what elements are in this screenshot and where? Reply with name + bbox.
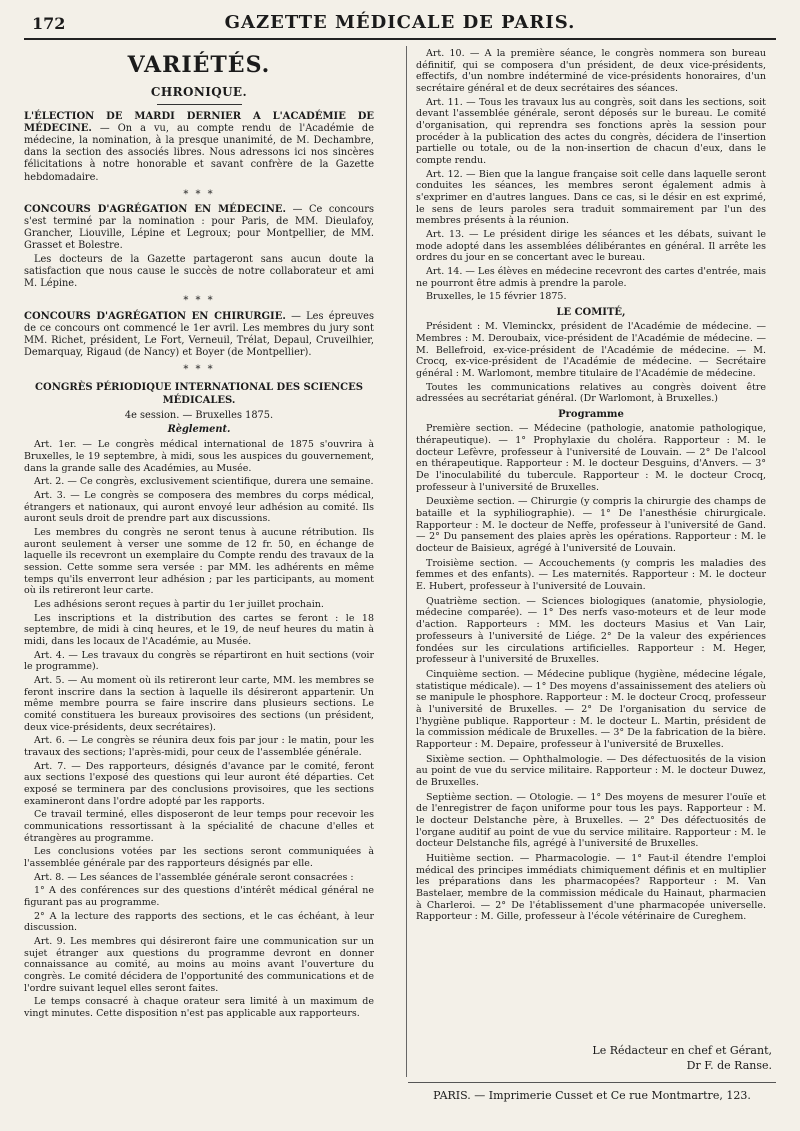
- separator-stars-3: * * *: [183, 364, 215, 376]
- page-header: [24, 8, 776, 40]
- article-14: Art. 14. — Les élèves en médecine recevront des cartes d'entrée, mais ne pourront être admis à prendre la parole.: [416, 266, 766, 289]
- article-2: Art. 2. — Ce congrès, exclusivement scientifique, durera une semaine.: [34, 476, 374, 488]
- programme-section-1: Première section. — Médecine (pathologie, anatomie pathologique, thérapeutique). — 1° Prophylaxie du choléra. Rapporteur : M. le docteur Lefèvre, professeur à l'université de Louvain. — 2° De l'alcool en thérapeutique. Rapporteur : M. le docteur Desguins, d'Anvers. — 3° De l'inoculabilité du tubercule. Rapporteur : M. le docteur Crocq, professeur à l'université de Bruxelles.: [416, 423, 766, 493]
- separator-stars-2: * * *: [183, 295, 215, 307]
- programme-section-4: Quatrième section. — Sciences biologiques (anatomie, physiologie, médecine comparée). — 1° Des nerfs vaso-moteurs et de leur mode d'action. Rapporteurs : MM. les docteurs Masius et Van Lair, professeurs à l'université de Liége. 2° De la valeur des expériences fondées sur les circulations artificielles. Rapporteur : M. Heger, professeur à l'université de Bruxelles.: [416, 595, 766, 666]
- signature-line-2: Dr F. de Ranse.: [686, 1058, 772, 1072]
- reglement-heading: Règlement.: [167, 424, 231, 436]
- article-1: Art. 1er. — Le congrès médical international de 1875 s'ouvrira à Bruxelles, le 19 septembre, à midi, sous les auspices du gouvernement, dans la grande salle des Académies, au Musée.: [24, 439, 374, 474]
- article-7: Art. 7. — Des rapporteurs, désignés d'avance par le comité, feront aux sections l'exposé des questions qui leur auront été départies. Cet exposé se terminera par des conclusions provisoires, que les sections examineront dans l'ordre adopté par les rapports.: [24, 760, 374, 807]
- election-text: — On a vu, au compte rendu de l'Académie de médecine, la nomination, à la presque unanimité, de M. Dechambre, dans la section des associés libres. Nous adressons ici nos sincères félicitations à notre honorable et savant confrère de la Gazette hebdomadaire.: [24, 123, 374, 183]
- programme-section-8: Huitième section. — Pharmacologie. — 1° Faut-il étendre l'emploi médical des principes immédiats chimiquement définis et en multiplier les préparations dans les pharmacopées? Rapporteur : M. Van Bastelaer, membre de la commission médicale du Hainaut, pharmacien à Charleroi. — 2° De l'établissement d'une pharmacopée universelle. Rapporteur : M. Gille, professeur à l'école vétérinaire de Cureghem.: [416, 852, 766, 923]
- session-line: 4e session. — Bruxelles 1875.: [124, 410, 274, 422]
- programme-section-7: Septième section. — Otologie. — 1° Des moyens de mesurer l'ouïe et de l'enregistrer de façon uniforme pour tous les pays. Rapporteur : M. le docteur Delstanche père, à Bruxelles. — 2° Des défectuosités de l'organe auditif au point de vue du service militaire. Rapporteur : M. le docteur Delstanche fils, agrégé à l'université de Bruxelles.: [416, 791, 766, 850]
- article-11: Art. 11. — Tous les travaux lus au congrès, soit dans les sections, soit devant l'assemblée générale, seront déposés sur le bureau. Le comité d'organisation, qui reprendra ses fonctions après la session pour procéder à la publication des actes du congrès, décidera de l'insertion partielle ou totale, ou de la non-insertion de chacun d'eux, dans le compte rendu.: [416, 96, 766, 167]
- programme-section-5: Cinquième section. — Médecine publique (hygiène, médecine légale, statistique médicale). — 1° Des moyens d'assainissement des ateliers où se manipule le phosphore. Rapporteur : M. le docteur Crocq, professeur à l'université de Bruxelles. — 2° De l'organisation du service de l'hygiène publique. Rapporteur : M. le docteur L. Martin, président de la commission médicale de Bruxelles. — 3° De la fabrication de la bière. Rapporteur : M. Depaire, professeur à l'université de Bruxelles.: [416, 668, 766, 750]
- concours-surgery-paragraph: [24, 311, 374, 359]
- article-10: Art. 10. — A la première séance, le congrès nommera son bureau définitif, qui se composera d'un président, de deux vice-présidents, effectifs, d'un nombre indéterminé de vice-présidents honoraires, d'un secrétaire général et de deux secrétaires des séances.: [416, 48, 766, 95]
- page-number: 172: [32, 14, 66, 33]
- right-column: [416, 48, 766, 1077]
- article-9-detail: Le temps consacré à chaque orateur sera limité à un maximum de vingt minutes. Cette disposition n'est pas applicable aux rapporteurs.: [24, 996, 374, 1020]
- programme-title: Programme: [558, 409, 624, 421]
- committee-title: LE COMITÉ,: [556, 307, 626, 319]
- programme-section-2: Deuxième section. — Chirurgie (y compris la chirurgie des champs de bataille et la syphiliographie). — 1° De l'anesthésie chirurgicale. Rapporteur : M. le docteur de Neffe, professeur à l'université de Gand. — 2° Du pansement des plaies après les opérations. Rapporteur : M. le docteur de Baisieux, agrégé à l'université de Louvain.: [416, 496, 766, 555]
- column-divider: [406, 46, 407, 1077]
- programme-section-6: Sixième section. — Ophthalmologie. — Des défectuosités de la vision au point de vue du service militaire. Rapporteur : M. le docteur Duwez, de Bruxelles.: [416, 753, 766, 788]
- date-line: Bruxelles, le 15 février 1875.: [426, 291, 567, 303]
- article-7-detail-1: Ce travail terminé, elles disposeront de leur temps pour recevoir les communications ressortissant à la spécialité de chacune d'elles et étrangères au programme.: [24, 809, 374, 844]
- signature-line-1: Le Rédacteur en chef et Gérant,: [592, 1044, 772, 1057]
- heading-rule: [157, 104, 242, 105]
- section-heading: VARIÉTÉS.: [127, 52, 271, 78]
- congress-title: CONGRÈS PÉRIODIQUE INTERNATIONAL DES SCIENCES MÉDICALES.: [35, 382, 363, 406]
- committee-members: Président : M. Vleminckx, président de l'Académie de médecine. — Membres : M. Deroubaix, vice-président de l'Académie de médecine. — M. Bellefroid, ex-vice-président de l'Académie de médecine. — M. Crocq, ex-vice-président de l'Académie de médecine. — Secrétaire général : M. Warlomont, membre titulaire de l'Académie de médecine.: [416, 321, 766, 380]
- article-3-inscriptions: Les inscriptions et la distribution des cartes se feront : le 18 septembre, de midi à cinq heures, et le 19, de neuf heures du matin à midi, dans les locaux de l'Académie, au Musée.: [24, 612, 374, 647]
- left-articles: [24, 439, 374, 1020]
- concours-surgery-title: CONCOURS D'AGRÉGATION EN CHIRURGIE.: [24, 310, 286, 322]
- article-8: Art. 8. — Les séances de l'assemblée générale seront consacrées :: [34, 871, 354, 883]
- article-6: Art. 6. — Le congrès se réunira deux fois par jour : le matin, pour les travaux des sections; l'après-midi, pour ceux de l'assemblée générale.: [24, 735, 374, 758]
- chronicle-heading: CHRONIQUE.: [150, 85, 248, 100]
- article-3-adhesions: Les adhésions seront reçues à partir du 1er juillet prochain.: [34, 598, 324, 610]
- separator-stars-1: * * *: [183, 188, 215, 200]
- concours-medicine-paragraph: [24, 204, 374, 252]
- concours-medicine-title: CONCOURS D'AGRÉGATION EN MÉDECINE.: [24, 203, 286, 215]
- concours-surgery-text: — Les épreuves de ce concours ont commencé le 1er avril. Les membres du jury sont MM. Richet, président, Le Fort, Verneuil, Trélat, Depaul, Cruveilhier, Demarquay, Rigaud (de Nancy) et Boyer (de Montpellier).: [24, 310, 374, 359]
- election-title: L'ÉLECTION DE MARDI DERNIER A L'ACADÉMIE DE MÉDECINE.: [24, 110, 374, 135]
- journal-title: GAZETTE MÉDICALE DE PARIS.: [224, 12, 576, 33]
- article-5: Art. 5. — Au moment où ils retireront leur carte, MM. les membres se feront inscrire dans la section à laquelle ils désireront appartenir. Un même membre pourra se faire inscrire dans plusieurs sections. Le comité constituera les bureaux provisoires des sections (un président, deux vice-présidents, deux secrétaires).: [24, 674, 374, 733]
- article-8-item-1: 1° A des conférences sur des questions d'intérêt médical général ne figurant pas au programme.: [24, 885, 374, 909]
- concours-medicine-paragraph-2: Les docteurs de la Gazette partageront sans aucun doute la satisfaction que nous cause le succès de notre collaborateur et ami M. Lépine.: [24, 254, 374, 290]
- left-column: [24, 48, 374, 1077]
- article-3: Art. 3. — Le congrès se composera des membres du corps médical, étrangers et nationaux, qui auront envoyé leur adhésion au comité. Ils auront seuls droit de prendre part aux discussions.: [24, 489, 374, 525]
- printer-line: PARIS. — Imprimerie Cusset et Ce rue Montmartre, 123.: [408, 1082, 776, 1102]
- editor-signature: [572, 1044, 772, 1074]
- committee-note: Toutes les communications relatives au congrès doivent être adressées au secrétariat général. (Dr Warlomont, à Bruxelles.): [416, 381, 766, 405]
- article-9: Art. 9. Les membres qui désireront faire une communication sur un sujet étranger aux questions du programme devront en donner connaissance au comité, au moins au moins avant l'ouverture du congrès. Le comité décidera de l'opportunité des communications et de l'ordre suivant lequel elles seront faites.: [24, 936, 374, 994]
- concours-medicine-text: — Ce concours s'est terminé par la nomination : pour Paris, de MM. Dieulafoy, Grancher, Liouville, Lépine et Legroux; pour Montpellier, de MM. Grasset et Bolestre.: [24, 203, 374, 252]
- article-3-detail: Les membres du congrès ne seront tenus à aucune rétribution. Ils auront seulement à verser une somme de 12 fr. 50, en échange de laquelle ils recevront un exemplaire du Compte rendu des travaux de la session. Cette somme sera versée : par MM. les adhérents en même temps qu'ils enverront leur adhésion ; par les participants, au moment où ils retireront leur carte.: [24, 526, 374, 597]
- article-12: Art. 12. — Bien que la langue française soit celle dans laquelle seront conduites les séances, les membres seront également admis à s'exprimer en d'autres langues. Dans ce cas, si le désir en est exprimé, le sens de leurs paroles sera traduit sommairement par l'un des membres présents à la réunion.: [416, 168, 766, 227]
- article-4: Art. 4. — Les travaux du congrès se répartiront en huit sections (voir le programme).: [24, 649, 374, 673]
- article-7-detail-2: Les conclusions votées par les sections seront communiquées à l'assemblée générale par des rapporteurs désignés par elle.: [24, 846, 374, 870]
- article-8-item-2: 2° A la lecture des rapports des sections, et le cas échéant, à leur discussion.: [24, 910, 374, 934]
- election-paragraph: [24, 111, 374, 184]
- article-13: Art. 13. — Le président dirige les séances et les débats, suivant le mode adopté dans les assemblées délibérantes en général. Il arrête les ordres du jour en se concertant avec le bureau.: [416, 229, 766, 264]
- programme-section-3: Troisième section. — Accouchements (y compris les maladies des femmes et des enfants). — Les maternités. Rapporteur : M. le docteur E. Hubert, professeur à l'université de Louvain.: [416, 557, 766, 593]
